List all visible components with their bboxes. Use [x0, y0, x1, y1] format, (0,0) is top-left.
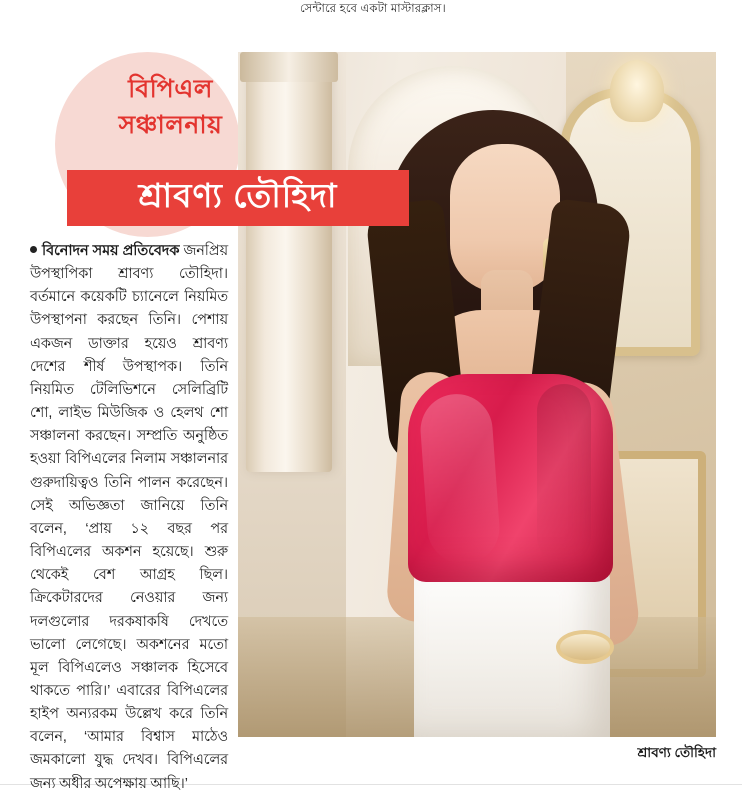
article-kicker	[78, 72, 263, 143]
bullet-icon	[30, 246, 37, 253]
article-body-column	[30, 240, 228, 796]
page-title: শ্রাবণ্য তৌহিদা	[138, 177, 338, 214]
article-body	[30, 240, 228, 796]
kicker-line-2: সঞ্চালনায়	[118, 110, 223, 139]
previous-article-strip	[0, 0, 742, 23]
article-byline: বিনোদন সময় প্রতিবেদক	[42, 243, 180, 259]
photo-subject	[238, 52, 716, 737]
article-page	[0, 22, 742, 792]
kicker-line-1: বিপিএল	[128, 75, 213, 103]
subject-red-top	[408, 374, 613, 582]
article-body-text: জনপ্রিয় উপস্থাপিকা শ্রাবণ্য তৌহিদা। বর্তমানে কয়েকটি চ্যানেলে নিয়মিত উপস্থাপনা করছেন তিনি। পেশায় একজন ডাক্তার হয়েও শ্রাবণ্য দেশের শীর্ষ উপস্থাপক। তিনি নিয়মিত টেলিভিশনে সেলিব্রিটি শো, লাইভ মিউজিক ও হেলথ শো সঞ্চালনা করছেন। সম্প্রতি অনুষ্ঠিত হওয়া বিপিএলের নিলাম সঞ্চালনার গুরুদায়িত্বও তিনি পালন করেছেন। সেই অভিজ্ঞতা জানিয়ে তিনি বলেন, ‘প্রায় ১২ বছর পর বিপিএলের অকশন হয়েছে। শুরু থেকেই বেশ আগ্রহ ছিল। ক্রিকেটারদের নেওয়ার জন্য দলগুলোর দরকষাকষি দেখতে ভালো লেগেছে। অকশনের মতো মূল বিপিএলেও সঞ্চালক হিসেবে থাকতে পারি।’ এবারের বিপিএলের হাইপ অন্যরকম উল্লেখ করে তিনি বলেন, ‘আমার বিশ্বাস মাঠেও জমকালো যুদ্ধ দেখব। বিপিএলের জন্য অধীর অপেক্ষায় আছি।’	[30, 243, 228, 792]
photo-caption: শ্রাবণ্য তৌহিদা	[637, 745, 716, 760]
article-photo	[238, 52, 716, 737]
previous-article-text: সেন্টারে হবে একটা মাস্টারক্লাস।	[300, 3, 446, 15]
headline-banner	[67, 170, 409, 226]
photo-canvas	[238, 52, 716, 737]
subject-bracelet	[556, 630, 614, 664]
